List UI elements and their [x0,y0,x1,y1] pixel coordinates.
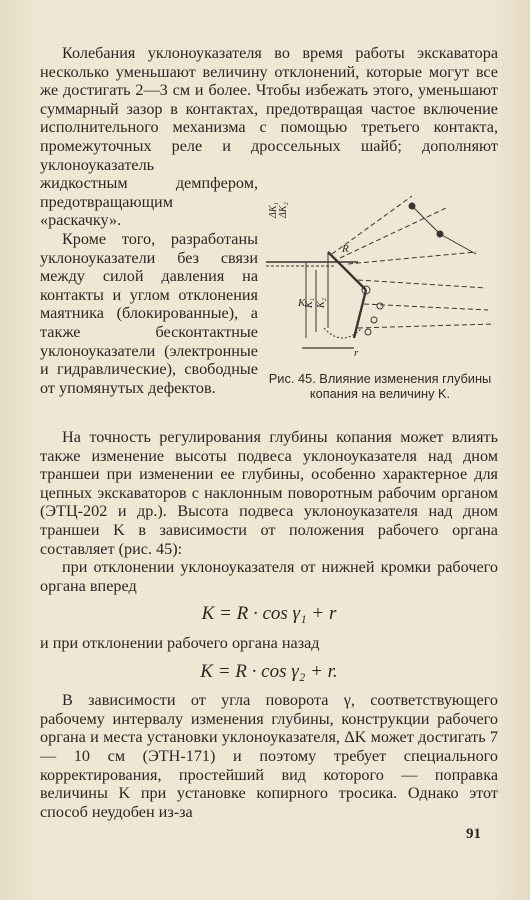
paragraph-blocked-indicators: Кроме того, разработаны уклоноуказатели без связи между силой давления на контакты и углом отклонения маятника (блокированные), а также бесконтактные уклоноуказатели (электронные и гидравлические), свободные от упомянутых дефектов. [40,229,258,397]
label-r-big: R [342,243,349,255]
label-k: K [298,297,306,309]
paragraph-backward: и при отклонении рабочего органа назад [40,633,320,652]
formula-forward: K = R · cos γ₁ + r [201,603,337,625]
label-k1: K₁ [304,297,315,308]
formula-backward: K = R · cos γ₂ + r. [200,660,338,682]
label-r-small: r [354,347,359,359]
paragraph-accuracy: На точность регулирования глубины копания может влиять также изменение высоты подвеса уклоноуказателя над дном траншеи при изменении ее глубины, особенно характерное для цепных экскаваторов с наклонным поворотным рабочим органом (ЭТЦ-202 и др.). Высота подвеса уклоноуказателя над дном траншеи K в зависимости от положения рабочего органа составляет (рис. 45): [40,428,498,558]
paragraph-correction: В зависимости от угла поворота γ, соответствующего рабочему интервалу изменения глубины, конструкции рабочего органа и места установки уклоноуказателя, ΔK может достигать 7 — 10 см (ЭТН-171) и поэтому требует специального корректирования, простейший вид которого — поправка величины K при установке копирного тросика. Однако этот способ неудобен из-за [40,691,498,821]
figure-diagram [262,178,498,374]
figure-45 [262,178,498,374]
paragraph-damper: жидкостным демпфером, предотвращающим «раскачку». [40,174,258,230]
paragraph-forward: при отклонении уклоноуказателя от нижней кромки рабочего органа вперед [40,558,498,595]
label-dk1: ΔK₁ [268,201,279,218]
figure-caption: Рис. 45. Влияние изменения глубины копания на величину K. [268,371,492,401]
page-number: 91 [466,826,481,842]
label-k2: K₂ [316,297,327,308]
paragraph-vibration: Колебания уклоноуказателя во время работы экскаватора несколько уменьшают величину отклонений, которые могут все же достигать 2—3 см и более. Чтобы избежать этого, уменьшают суммарный зазор в контактах, предотвращая частое включение исполнительного механизма с помощью третьего контакта, промежуточных реле и дроссельных шайб; дополняют уклоноуказатель [40,44,498,174]
text-lower [40,428,498,821]
label-dk2: ΔK₂ [278,201,289,218]
